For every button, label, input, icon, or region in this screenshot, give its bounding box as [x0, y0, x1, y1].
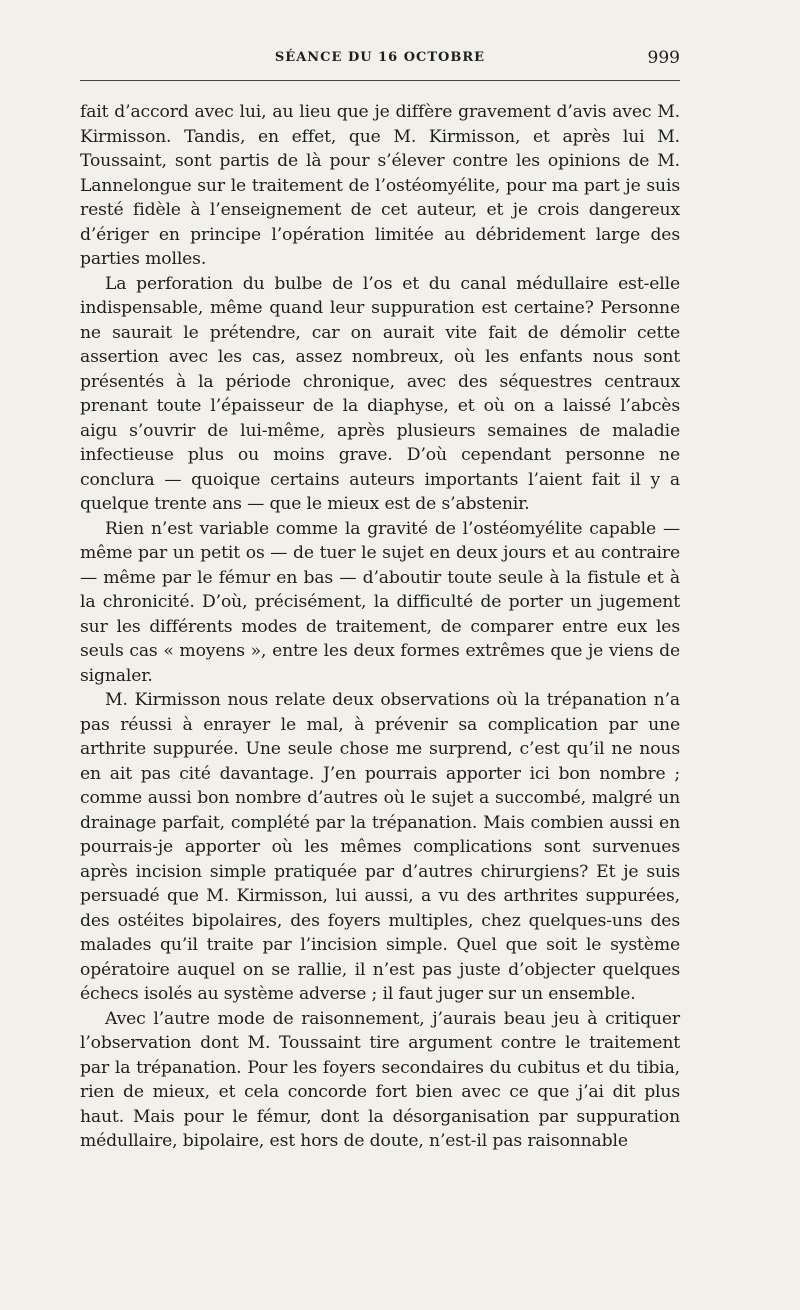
paragraph-2: La perforation du bulbe de l’os et du canal médullaire est-elle indispensable, même quand leur suppuration est certaine? Personne ne saurait le prétendre, car on aurait vite fait de démolir cette assertion avec les cas, assez nombreux, où les enfants nous sont présentés à la période chronique, avec des séquestres centraux prenant toute l’épaisseur de la diaphyse, et où on a laissé l’abcès aigu s’ouvrir de lui-même, après plusieurs semaines de maladie infectieuse plus ou moins grave. D’où cependant personne ne conclura — quoique certains auteurs importants l’aient fait il y a quelque trente ans — que le mieux est de s’abstenir.: [80, 273, 680, 514]
header-rule: [80, 80, 680, 81]
page-header: [80, 48, 680, 76]
paragraph-5: Avec l’autre mode de raisonnement, j’aurais beau jeu à critiquer l’observation dont M. Toussaint tire argument contre le traitement par la trépanation. Pour les foyers secondaires du cubitus et du tibia, rien de mieux, et cela concorde fort bien avec ce que j’ai dit plus haut. Mais pour le fémur, dont la désorganisation par suppuration médullaire, bipolaire, est hors de doute, n’est-il pas raisonnable: [80, 1008, 680, 1151]
body-text: [80, 100, 680, 1154]
page-number: 999: [647, 48, 680, 68]
paragraph-4: M. Kirmisson nous relate deux observations où la trépanation n’a pas réussi à enrayer le mal, à prévenir sa complication par une arthrite suppurée. Une seule chose me surprend, c’est qu’il ne nous en ait pas cité davantage. J’en pourrais apporter ici bon nombre ; comme aussi bon nombre d’autres où le sujet a succombé, malgré un drainage parfait, complété par la trépanation. Mais combien aussi en pourrais-je apporter où les mêmes complications sont survenues après incision simple pratiquée par d’autres chirurgiens? Et je suis persuadé que M. Kirmisson, lui aussi, a vu des arthrites suppurées, des ostéites bipolaires, des foyers multiples, chez quelques-uns des malades qu’il traite par l’incision simple. Quel que soit le système opératoire auquel on se rallie, il n’est pas juste d’objecter quelques échecs isolés au système adverse ; il faut juger sur un ensemble.: [80, 690, 680, 1004]
running-title: SÉANCE DU 16 OCTOBRE: [274, 50, 486, 65]
paragraph-3: Rien n’est variable comme la gravité de l’ostéomyélite capable — même par un petit os — de tuer le sujet en deux jours et au contraire — même par le fémur en bas — d’aboutir toute seule à la fistule et à la chronicité. D’où, précisément, la difficulté de porter un jugement sur les différents modes de traitement, de comparer entre eux les seuls cas « moyens », entre les deux formes extrêmes que je viens de signaler.: [80, 518, 680, 686]
paragraph-1: fait d’accord avec lui, au lieu que je diffère gravement d’avis avec M. Kirmisson. Tandis, en effet, que M. Kirmisson, et après lui M. Toussaint, sont partis de là pour s’élever contre les opinions de M. Lannelongue sur le traitement de l’ostéomyélite, pour ma part je suis resté fidèle à l’enseignement de cet auteur, et je crois dangereux d’ériger en principe l’opération limitée au débridement large des parties molles.: [80, 102, 680, 269]
